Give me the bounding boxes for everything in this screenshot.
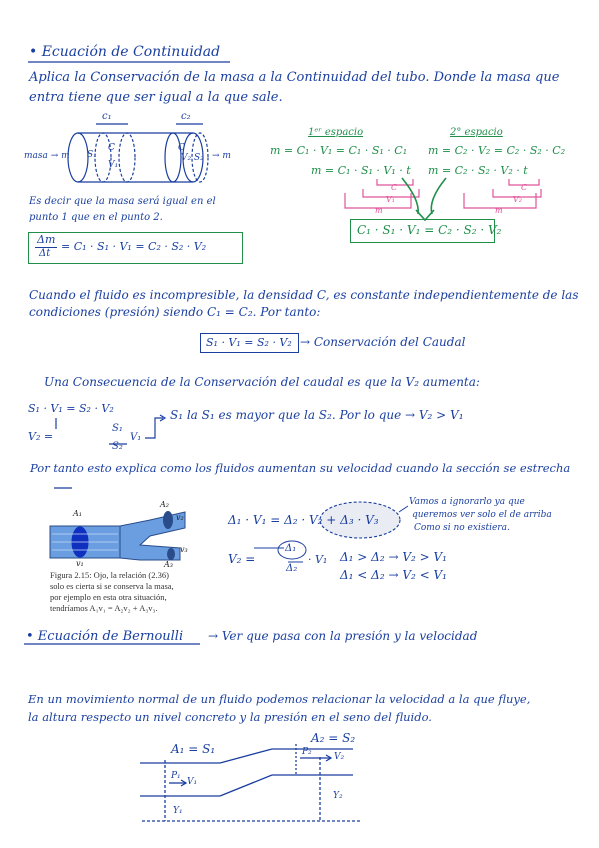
v2-eq-num: Δ₁: [285, 543, 297, 554]
fig-v1: v₁: [76, 559, 84, 568]
same-line-2: punto 1 que en el punto 2.: [29, 212, 163, 223]
bern-p1: P₁: [171, 771, 181, 781]
delta-eq: Δ₁ · V₁ = Δ₂ · V₂ + Δ₃ · V₃: [228, 513, 379, 527]
consequence-line: Una Consecuencia de la Conservación del caudal es que la V₂ aumenta:: [44, 375, 480, 389]
v1-label: V₁: [108, 160, 119, 170]
space2-eq2: m = C₂ · S₂ · V₂ · t: [428, 164, 528, 177]
brace-m-2: m: [495, 206, 503, 215]
incomp-line-2: condiciones (presión) siendo C₁ = C₂. Por tanto:: [29, 305, 321, 319]
bernoulli-title: • Ecuación de Bernoulli: [26, 629, 184, 644]
c1-label: c₁: [102, 111, 112, 122]
bernoulli-line-1: En un movimiento normal de un fluido podemos relacionar la velocidad a la que fluye,: [28, 692, 531, 706]
compare-less: Δ₁ < Δ₂ → V₂ < V₁: [340, 568, 447, 582]
bern-y2: Y₂: [333, 791, 343, 801]
rate-den: Δt: [39, 248, 51, 259]
mass-in-label: masa → m: [24, 151, 70, 161]
bern-p2: P₂: [302, 747, 312, 757]
brace-v2: V₂: [513, 195, 522, 204]
flow-box-text: S₁ · V₁ = S₂ · V₂: [206, 336, 292, 349]
intro-line-2: entra tiene que ser igual a la que sale.: [29, 90, 283, 105]
caption-line-3: por ejemplo en esta otra situación,: [50, 592, 167, 602]
v2-eq-right: · V₁: [308, 553, 328, 566]
bern-a2s2: A₂ = S₂: [311, 731, 356, 745]
brace-v1: V₁: [386, 195, 395, 204]
c2-label: c₂: [181, 111, 191, 122]
s2-label: S₂: [194, 153, 204, 163]
brace-c-1: C: [391, 183, 398, 192]
intro-line-1: Aplica la Conservación de la masa a la Continuidad del tubo. Donde la masa que: [29, 70, 560, 85]
bernoulli-line-2: la altura respecto un nivel concreto y la presión en el seno del fluido.: [28, 710, 432, 724]
s1-label: S₁: [87, 150, 97, 160]
v2-eq-den: Δ₂: [286, 563, 298, 574]
fig-v3: v₃: [180, 545, 188, 554]
v2-eq-left: V₂ =: [228, 552, 256, 566]
eq-s1v1: S₁ · V₁ = S₂ · V₂: [28, 402, 114, 415]
space1-eq2: m = C₁ · S₁ · V₁ · t: [311, 164, 411, 177]
compare-greater: Δ₁ > Δ₂ → V₂ > V₁: [340, 550, 447, 564]
note-line-2: queremos ver solo el de arriba: [412, 510, 552, 520]
fig-a3: A₃: [164, 560, 173, 569]
space1-title: 1ᵉʳ espacio: [308, 127, 364, 138]
explain-s-line: S₁ la S₁ es mayor que la S₂. Por lo que → V₂ > V₁: [170, 408, 464, 422]
rate-num: Δm: [37, 233, 56, 246]
note-line-3: Como si no existiera.: [414, 523, 510, 533]
caption-line-2: solo es cierta si se conserva la masa,: [50, 581, 174, 591]
split-flow-figure: [50, 511, 185, 560]
narrow-line: Por tanto esto explica como los fluidos aumentan su velocidad cuando la sección se estrecha: [30, 461, 571, 475]
continuity-title: • Ecuación de Continuidad: [29, 44, 221, 60]
fig-v2: v₂: [176, 513, 184, 522]
bern-v1: V₁: [187, 777, 198, 787]
caption-line-1: Figura 2.15: Ojo, la relación (2.36): [50, 570, 169, 580]
space2-title: 2° espacio: [450, 127, 503, 138]
rate-rhs: = C₁ · S₁ · V₁ = C₂ · S₂ · V₂: [61, 240, 207, 253]
eq-v2-den: S₂: [112, 441, 123, 452]
note-line-1: Vamos a ignorarlo ya que: [409, 497, 525, 507]
bern-v2: V₂: [334, 752, 345, 762]
bernoulli-title-tail: → Ver que pasa con la presión y la velocidad: [208, 629, 478, 643]
flow-box: [200, 333, 299, 353]
eq-v2-right: V₁: [130, 432, 142, 443]
incomp-line-1: Cuando el fluido es incompresible, la densidad C, es constante independientemente de las: [29, 288, 579, 302]
equal-box: [350, 219, 502, 243]
same-line-1: Es decir que la masa será igual en el: [29, 196, 216, 207]
equal-box-text: C₁ · S₁ · V₁ = C₂ · S₂ · V₂: [357, 223, 502, 237]
bern-y1: Y₁: [173, 806, 183, 816]
caption-line-4: tendríamos A₁v₁ = A₂v₂ + A₃v₃.: [50, 603, 158, 613]
green-arrows: [402, 178, 446, 220]
fig-a2: A₂: [160, 500, 169, 509]
rate-box: [28, 232, 243, 264]
flow-label: → Conservación del Caudal: [300, 335, 466, 349]
brace-c-2: C: [521, 183, 528, 192]
fig-a1: A₁: [73, 509, 82, 518]
mass-out-label: → m: [212, 151, 231, 161]
brace-m-1: m: [375, 206, 383, 215]
space2-eq1: m = C₂ · V₂ = C₂ · S₂ · C₂: [428, 144, 566, 157]
v2-label: V₂: [181, 153, 192, 163]
bracket-arrow: [54, 415, 165, 488]
space1-eq1: m = C₁ · V₁ = C₁ · S₁ · C₁: [270, 144, 408, 157]
bern-a1s1: A₁ = S₁: [171, 742, 216, 756]
c-label-b: C: [178, 143, 185, 153]
c-label-a: C: [108, 143, 115, 153]
pink-braces: [345, 179, 541, 208]
eq-v2-num: S₁: [112, 423, 123, 434]
ignore-pointer: [399, 506, 408, 512]
eq-v2-left: V₂ =: [28, 430, 54, 443]
